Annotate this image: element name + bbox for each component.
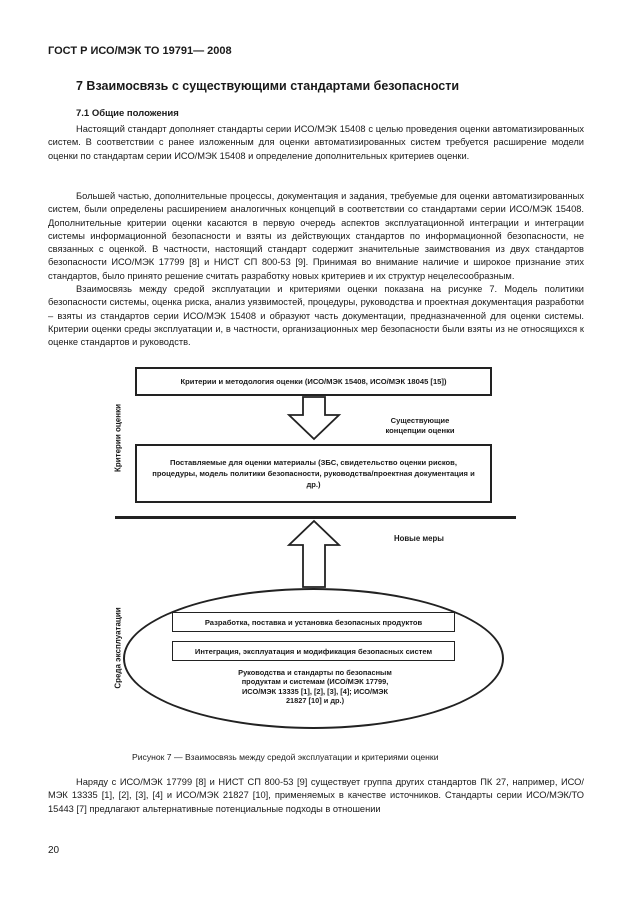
- criteria-methodology-text: Критерии и методология оценки (ИСО/МЭК 15408, ИСО/МЭК 18045 [15]): [180, 377, 447, 386]
- paragraph: Наряду с ИСО/МЭК 17799 [8] и НИСТ СП 800-53 [9] существует группа других стандартов ПК 27, например, ИСО/МЭК 13335 [1], [2], [3], [4] и ИСО/МЭК 21827 [10], применяемых в качестве источников. Стандарты серии ИСО/МЭК/ТО 15443 [7] предлагают альтернативные потенциальные подходы в отношении: [48, 777, 584, 814]
- up-arrow-bottom: [289, 521, 339, 587]
- page-number: 20: [48, 845, 60, 856]
- existing-concepts-label: Существующие концепции оценки: [385, 416, 455, 435]
- document-header: ГОСТ Р ИСО/МЭК ТО 19791— 2008: [48, 45, 232, 57]
- figure-caption: Рисунок 7 — Взаимосвязь между средой эксплуатации и критериями оценки: [132, 752, 439, 762]
- paragraph: Настоящий стандарт дополняет стандарты серии ИСО/МЭК 15408 с целью проведения оценки автоматизированных систем. В соответствии с ранее изложенным для оценки автоматизированных систем требуется расширение модели оценки по стандартам серии ИСО/МЭК 15408 и определение дополнительных критериев оценки.: [48, 124, 584, 161]
- down-arrow-top: [289, 397, 339, 439]
- new-measures-label: Новые меры: [394, 534, 444, 543]
- paragraph: Взаимосвязь между средой эксплуатации и критериями оценки показана на рисунке 7. Модель политики безопасности системы, оценка риска, анализ уязвимостей, процедуры, руководства и проектная документация разработки – взяты из стандартов серии ИСО/МЭК 15408 и образуют часть документации, предназначенной для оценки системы. Критерии оценки среды эксплуатации и, в частности, организационных мер безопасности были взяты из не относящихся к оценке стандартов и руководств.: [48, 284, 584, 348]
- section-title: 7 Взаимосвязь с существующими стандартами безопасности: [76, 79, 460, 93]
- subsection-title: 7.1 Общие положения: [76, 108, 179, 119]
- integration-operation-box: [172, 641, 455, 661]
- divider-line: [115, 516, 516, 519]
- development-delivery-box: [172, 612, 455, 632]
- guides-standards-text: Руководства и стандарты по безопасным продуктам и системам (ИСО/МЭК 17799, ИСО/МЭК 13335 [1], [2], [3], [4]; ИСО/МЭК 21827 [10] и др.): [238, 668, 392, 705]
- integration-operation-text: Интеграция, эксплуатация и модификация безопасных систем: [194, 646, 433, 656]
- evaluation-materials-text: Поставляемые для оценки материалы (ЗБС, свидетельство оценки рисков, процедуры, модель политики безопасности, руководства/проектная документация и др.): [152, 458, 475, 489]
- evaluation-materials-box: [135, 444, 492, 503]
- paragraph: Большей частью, дополнительные процессы, документация и задания, требуемые для оценки автоматизированных систем, были определены расширением аналогичных концепций в соответствии со стандартами серии ИСО/МЭК 15408. Дополнительные критерии оценки касаются в первую очередь аспектов эксплуатационной интеграции и интеграции системы информационной безопасности и взяты из действующих стандартов по информационной безопасности, не связанных с оценкой. В частности, настоящий стандарт содержит значительные заимствования из двух стандартов безопасности ИСО/МЭК 17799 [8] и НИСТ СП 800-53 [9]. Принимая во внимание наличие и широкое признание этих стандартов, было принято решение считать разработку новых критериев и их структур нецелесообразным.: [48, 191, 584, 281]
- development-delivery-text: Разработка, поставка и установка безопасных продуктов: [204, 617, 423, 627]
- operational-environment-vertical-label: Среда эксплуатации: [113, 607, 123, 689]
- evaluation-criteria-vertical-label: Критерии оценки: [113, 403, 123, 473]
